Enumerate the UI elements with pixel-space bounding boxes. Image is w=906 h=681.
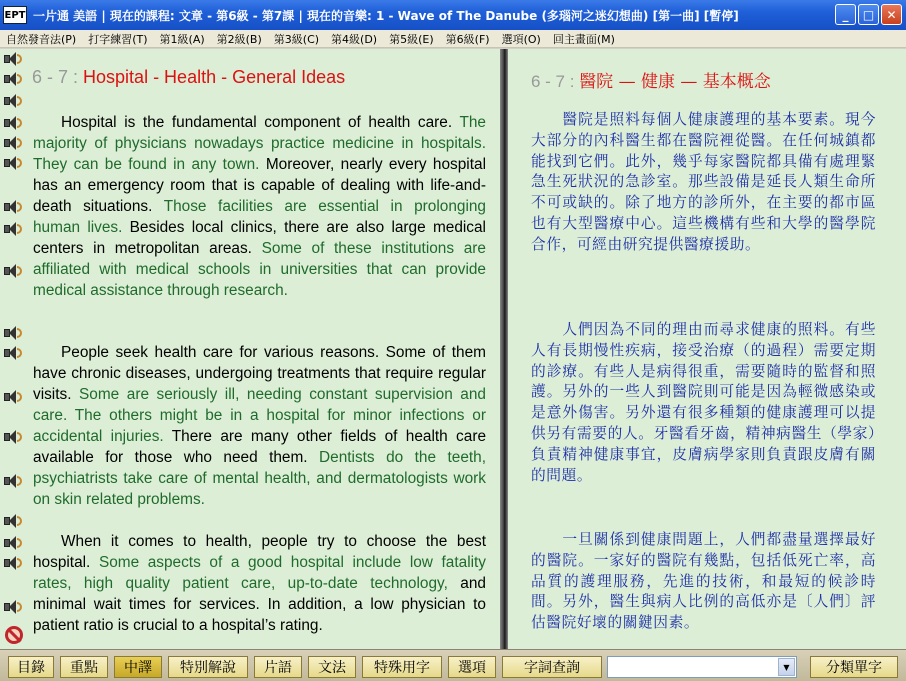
lesson-title: Hospital - Health - General Ideas <box>83 67 346 87</box>
speaker-icon[interactable] <box>4 155 22 171</box>
speaker-icon[interactable] <box>4 345 22 361</box>
sentence[interactable]: The majority of physicians nowadays practice medicine in hospitals. They can be found in any town. <box>33 114 486 173</box>
word-lookup-input[interactable] <box>607 656 797 678</box>
english-paragraph <box>33 112 486 301</box>
lesson-number: 6 - 7 : <box>32 67 84 87</box>
sentence[interactable]: Some of these institutions are affiliated with medical schools in universities that can provide medical assistance through research. <box>33 240 486 299</box>
speaker-icon[interactable] <box>4 555 22 571</box>
stop-icon[interactable] <box>5 626 23 644</box>
speaker-icon[interactable] <box>4 429 22 445</box>
speaker-icon[interactable] <box>4 389 22 405</box>
menu-level-4[interactable]: 第4級(D) <box>331 32 378 46</box>
speaker-icon[interactable] <box>4 115 22 131</box>
chinese-paragraph: 人們因為不同的理由而尋求健康的照料。有些人有長期慢性疾病，接受治療（的過程）需要定期的診療。有些人是病得很重，需要隨時的監督和照護。另外的一些人到醫院則可能是因為輕微感染或是意外傷害。另外還有很多種類的健康護理可以提供另有需要的人。牙醫看牙齒，精神病醫生（學家）負責精神健康事宜，皮膚病學家則負責跟皮膚有關的問題。 <box>531 321 876 484</box>
speaker-icon[interactable] <box>4 135 22 151</box>
speaker-icon[interactable] <box>4 51 22 67</box>
sentence[interactable]: Some are seriously ill, needing constant supervision and care. The others might be in a hospital for minor infections or accidental injuries. <box>33 386 486 445</box>
speaker-icon[interactable] <box>4 199 22 215</box>
sentence[interactable]: Those facilities are essential in prolonging human lives. <box>33 198 486 236</box>
menu-level-2[interactable]: 第2級(B) <box>216 32 262 46</box>
speaker-icon[interactable] <box>4 599 22 615</box>
menu-typing[interactable]: 打字練習(T) <box>88 32 148 46</box>
menu-options[interactable]: 選項(O) <box>501 32 541 46</box>
app-icon: EPT <box>3 6 27 24</box>
grammar-button[interactable]: 文法 <box>308 656 356 678</box>
key-points-button[interactable]: 重點 <box>60 656 108 678</box>
special-words-button[interactable]: 特殊用字 <box>362 656 442 678</box>
menu-level-3[interactable]: 第3級(C) <box>273 32 320 46</box>
chinese-paragraph: 一旦關係到健康問題上，人們都盡量選擇最好的醫院。一家好的醫院有幾點，包括低死亡率，高品質的護理服務，先進的技術，和最短的候診時間。另外，醫生與病人比例的高低亦是〔人們〕評估醫院好壞的關鍵因素。 <box>531 531 876 632</box>
speaker-icon[interactable] <box>4 221 22 237</box>
close-button[interactable]: ✕ <box>881 4 902 25</box>
menu-level-1[interactable]: 第1級(A) <box>159 32 205 46</box>
speaker-icon[interactable] <box>4 513 22 529</box>
bottom-toolbar <box>0 649 906 681</box>
chinese-paragraph: 醫院是照料每個人健康護理的基本要素。現今大部分的內科醫生都在醫院裡從醫。在任何城鎮都能找到它們。此外，幾乎每家醫院都具備有處理緊急生死狀況的急診室。那些設備是延長人類生命所不可或缺的。除了地方的診所外，在主要的都市區也有大型醫療中心。這些機構有些和大學的醫學院合作，可經由研究提供醫療援助。 <box>531 111 876 253</box>
sentence[interactable]: and minimal wait times for services. In addition, a low physician to patient ratio is crucial to a hospital’s rating. <box>33 575 486 634</box>
window-title: 一片通 美語 | 現在的課程: 文章 - 第6級 - 第7課 | 現在的音樂: 1 - Wave of The Danube (多瑙河之迷幻想曲) [第一曲] [暫停] <box>33 8 739 23</box>
menu-bar <box>0 30 906 48</box>
options-button[interactable]: 選項 <box>448 656 496 678</box>
menu-phonics[interactable]: 自然發音法(P) <box>6 32 77 46</box>
sentence[interactable]: Some aspects of a good hospital include low fatality rates, high quality patient care, up-to-date technology, <box>33 554 487 592</box>
panel-divider[interactable] <box>500 49 508 649</box>
phrases-button[interactable]: 片語 <box>254 656 302 678</box>
speaker-column <box>2 49 28 649</box>
special-notes-button[interactable]: 特別解說 <box>168 656 248 678</box>
contents-button[interactable]: 目錄 <box>8 656 54 678</box>
lesson-number: 6 - 7 : <box>531 72 580 91</box>
chinese-heading <box>531 67 771 92</box>
sentence[interactable]: When it comes to health, people try to choose the best hospital. <box>33 533 486 571</box>
classify-words-button[interactable]: 分類單字 <box>810 656 898 678</box>
maximize-button[interactable]: □ <box>858 4 879 25</box>
english-heading <box>32 67 345 88</box>
sentence[interactable]: Hospital is the fundamental component of health care. <box>61 114 460 131</box>
speaker-icon[interactable] <box>4 325 22 341</box>
sentence[interactable]: Moreover, nearly every hospital has an emergency room that is capable of dealing with life-and-death situations. <box>33 156 486 215</box>
menu-level-5[interactable]: 第5級(E) <box>389 32 434 46</box>
speaker-icon[interactable] <box>4 71 22 87</box>
sentence[interactable]: Dentists do the teeth, psychiatrists take care of mental health, and dermatologists work on skin related problems. <box>33 449 486 508</box>
menu-level-6[interactable]: 第6級(F) <box>445 32 490 46</box>
word-lookup-button[interactable]: 字詞查詢 <box>502 656 602 678</box>
title-bar <box>0 0 906 30</box>
speaker-icon[interactable] <box>4 93 22 109</box>
english-paragraph <box>33 531 486 636</box>
chinese-panel <box>508 49 906 649</box>
chevron-down-icon[interactable]: ▼ <box>778 658 795 676</box>
speaker-icon[interactable] <box>4 263 22 279</box>
speaker-icon[interactable] <box>4 473 22 489</box>
speaker-icon[interactable] <box>4 535 22 551</box>
menu-main-screen[interactable]: 回主畫面(M) <box>552 32 615 46</box>
english-paragraph <box>33 342 486 510</box>
translation-button[interactable]: 中譯 <box>114 656 162 678</box>
english-panel <box>0 49 500 649</box>
sentence[interactable]: People seek health care for various reasons. Some of them have chronic diseases, undergoing treatments that require regular visits. <box>33 344 486 403</box>
lesson-title-chinese: 醫院 — 健康 — 基本概念 <box>579 72 771 92</box>
sentence[interactable]: There are many other fields of health care available for those who need them. <box>33 428 486 466</box>
minimize-button[interactable]: _ <box>835 4 856 25</box>
sentence[interactable]: Besides local clinics, there are also large medical centers in metropolitan areas. <box>33 219 486 257</box>
